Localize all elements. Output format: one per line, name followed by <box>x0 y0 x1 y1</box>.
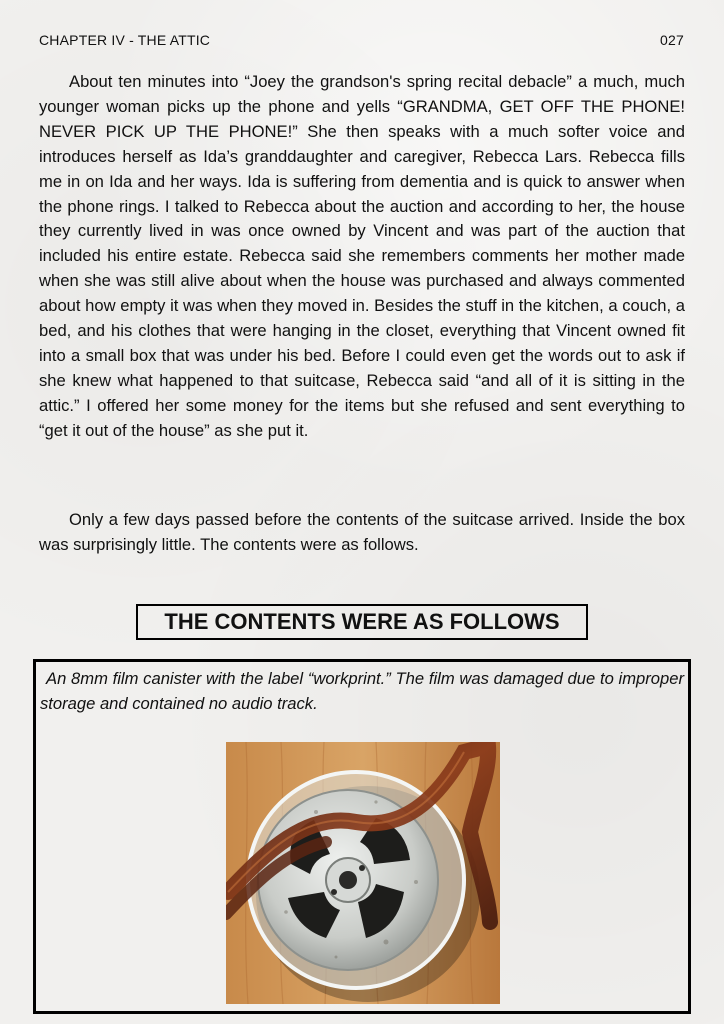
page-number: 027 <box>660 32 684 48</box>
chapter-title: CHAPTER IV - THE ATTIC <box>39 32 211 48</box>
body-paragraph-1: About ten minutes into “Joey the grandson's spring recital debacle” a much, much younger woman picks up the phone and yells “GRANDMA, GET OFF THE PHONE! NEVER PICK UP THE PHONE!” She then speaks with a much softer voice and introduces herself as Ida’s granddaughter and caregiver, Rebecca Lars. Rebecca fills me in on Ida and her ways. Ida is suffering from dementia and is quick to answer when the phone rings. I talked to Rebecca about the auction and according to her, the house they currently lived in was once owned by Vincent and was part of the auction that included his entire estate. Rebecca said she remembers comments her mother made when she was still alive about when the house was purchased and always commented about how empty it was when they moved in. Besides the stuff in the kitchen, a couch, a bed, and his clothes that were hanging in the closet, everything that Vincent owned fit into a small box that was under his bed. Before I could even get the words out to ask if she knew what happened to that suitcase, Rebecca said “and all of it is sitting in the attic.” I offered her some money for the items but she refused and sent everything to “get it out of the house” as she put it. <box>39 72 685 440</box>
film-reel-icon <box>226 742 500 1004</box>
section-title: THE CONTENTS WERE AS FOLLOWS <box>136 604 588 640</box>
body-paragraph-2: Only a few days passed before the contents of the suitcase arrived. Inside the box was surprisingly little. The contents were as follows. <box>39 510 685 554</box>
film-reel-photo <box>226 742 500 1004</box>
item-caption: An 8mm film canister with the label “workprint.” The film was damaged due to improper storage and contained no audio track. <box>40 669 684 713</box>
item-box <box>33 659 691 1014</box>
page-header <box>39 32 684 48</box>
